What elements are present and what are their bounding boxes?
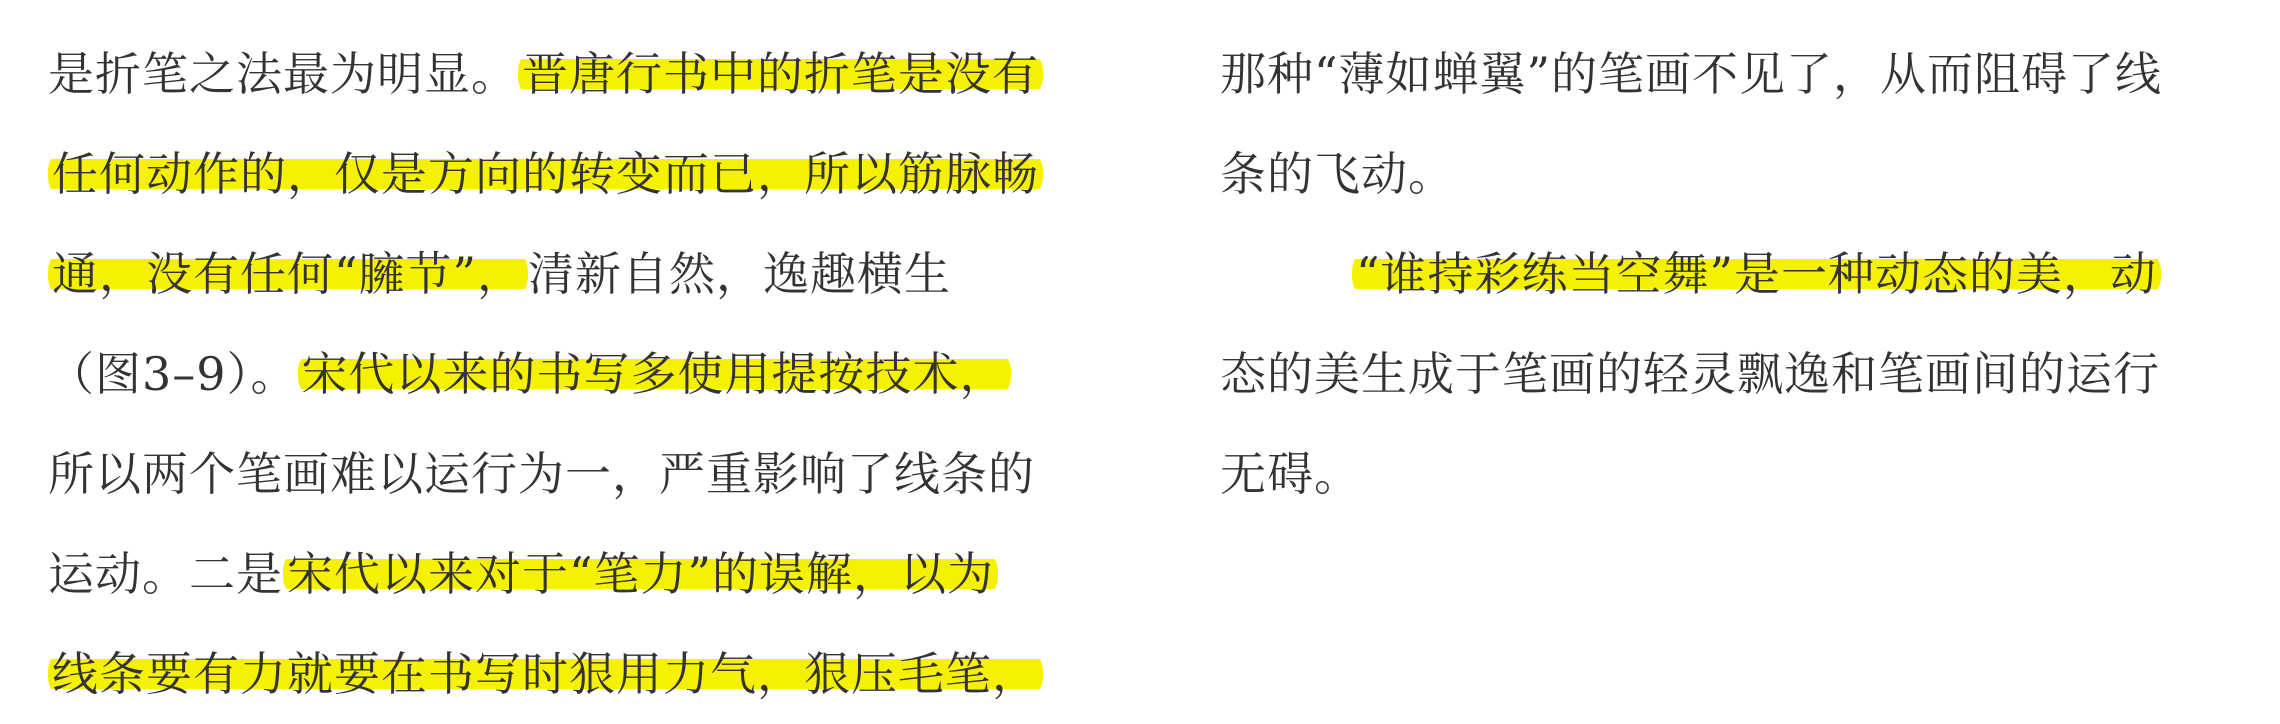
plain-text: 条的飞动。	[1220, 147, 1455, 201]
plain-text: 清新自然，逸趣横生	[528, 247, 952, 301]
highlighted-text[interactable]: 任何动作的，仅是方向的转变而已，所以筋脉畅	[48, 147, 1043, 201]
text-line	[1220, 424, 2260, 524]
text-line	[48, 124, 1118, 224]
text-line	[48, 24, 1118, 124]
right-text-column	[1220, 24, 2260, 524]
text-line	[48, 324, 1118, 424]
highlighted-text[interactable]: “谁持彩练当空舞”是一种动态的美，动	[1352, 247, 2161, 301]
text-line	[48, 524, 1118, 624]
highlighted-text[interactable]: 晋唐行书中的折笔是没有	[518, 47, 1043, 101]
text-line	[1220, 124, 2260, 224]
highlighted-text[interactable]: 宋代以来的书写多使用提按技术，	[298, 347, 1011, 401]
highlighted-text[interactable]: 通，没有任何“臃节”，	[48, 247, 528, 301]
plain-text: 所以两个笔画难以运行为一，严重影响了线条的	[48, 447, 1035, 501]
plain-text: （图3–9）。	[48, 347, 298, 401]
text-line	[48, 624, 1118, 724]
paragraph-start-line	[1220, 224, 2260, 324]
left-text-column	[48, 24, 1118, 724]
plain-text: 那种“薄如蝉翼”的笔画不见了，从而阻碍了线	[1220, 47, 2163, 101]
text-line	[1220, 324, 2260, 424]
text-line	[48, 424, 1118, 524]
plain-text: 态的美生成于笔画的轻灵飘逸和笔画间的运行	[1220, 347, 2160, 401]
text-line	[48, 224, 1118, 324]
plain-text: 运动。二是	[48, 547, 283, 601]
highlighted-text[interactable]: 线条要有力就要在书写时狠用力气，狠压毛笔，	[48, 647, 1043, 701]
plain-text: 无碍。	[1220, 447, 1361, 501]
plain-text: 是折笔之法最为明显。	[48, 47, 518, 101]
text-line	[1220, 24, 2260, 124]
highlighted-text[interactable]: 宋代以来对于“笔力”的误解，以为	[283, 547, 998, 601]
